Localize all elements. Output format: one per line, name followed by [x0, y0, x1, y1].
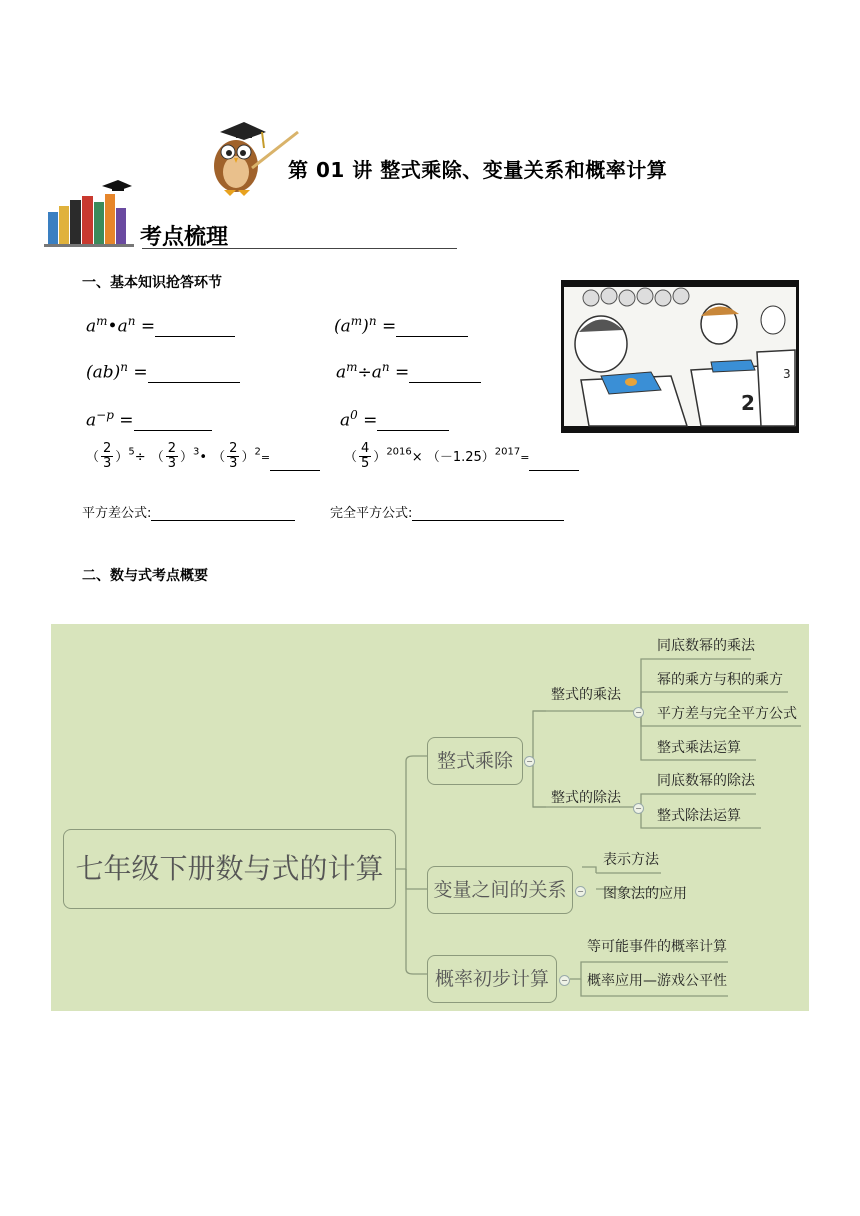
answer-blank[interactable]: [409, 364, 481, 383]
mindmap-node-probability: 概率初步计算: [427, 955, 557, 1003]
collapse-toggle-icon[interactable]: −: [524, 756, 535, 767]
mindmap-leaf: 幂的乘方与积的乘方: [657, 672, 783, 688]
formula-negative-exponent: $a^{-p}$ =: [86, 408, 212, 431]
mindmap-leaf: 等可能事件的概率计算: [587, 939, 727, 955]
mindmap-branch-division: 整式的除法: [551, 790, 621, 806]
svg-text:3: 3: [783, 367, 791, 381]
mindmap-leaf: 整式乘法运算: [657, 740, 741, 756]
svg-text:2: 2: [741, 391, 755, 415]
mindmap-leaf: 表示方法: [603, 852, 659, 868]
perfect-square-line: 完全平方公式:: [330, 502, 564, 521]
answer-blank[interactable]: [412, 505, 564, 521]
collapse-toggle-icon[interactable]: −: [575, 886, 586, 897]
answer-blank[interactable]: [134, 412, 212, 431]
books-icon: [44, 178, 134, 248]
formula-zero-exponent: $a^0$ =: [340, 408, 449, 431]
section-heading: 考点梳理: [140, 225, 229, 250]
mindmap-leaf: 整式除法运算: [657, 808, 741, 824]
mindmap-root: 七年级下册数与式的计算: [63, 829, 396, 909]
fraction-expression-2: （ $\frac{4}{5}$ ）$^{2016}\times (-1.25)^{2017}=$: [344, 442, 579, 471]
answer-blank[interactable]: [529, 456, 579, 471]
part1-heading: 一、基本知识抢答环节: [82, 275, 222, 291]
formula-product-powers: $a^m•a^n$ =: [86, 314, 235, 337]
mindmap-node-multiplication-division: 整式乘除: [427, 737, 523, 785]
mindmap-leaf: 同底数幂的乘法: [657, 638, 755, 654]
cartoon-illustration: [561, 280, 799, 433]
answer-blank[interactable]: [396, 318, 468, 337]
mindmap-leaf: 同底数幂的除法: [657, 773, 755, 789]
mindmap-leaf: 概率应用—游戏公平性: [587, 973, 727, 989]
collapse-toggle-icon[interactable]: −: [633, 707, 644, 718]
formula-quotient-powers: $a^m\div a^n$ =: [336, 360, 481, 383]
mindmap-leaf: 图象法的应用: [603, 886, 687, 902]
lesson-title: 第 01 讲 整式乘除、变量关系和概率计算: [288, 158, 668, 182]
formula-power-of-product: (ab)$^n$ =: [86, 360, 240, 383]
collapse-toggle-icon[interactable]: −: [633, 803, 644, 814]
collapse-toggle-icon[interactable]: −: [559, 975, 570, 986]
answer-blank[interactable]: [151, 505, 295, 521]
mindmap: [51, 624, 809, 1011]
formula-power-of-power: $(a^m)^n$ =: [334, 314, 468, 337]
fraction-expression-1: （ $\frac{2}{3}$ ）$^5$÷ （ $\frac{2}{3}$ ）$^3$• （ $\frac{2}{3}$ ）$^2$=: [86, 442, 320, 471]
answer-blank[interactable]: [377, 412, 449, 431]
mindmap-leaf: 平方差与完全平方公式: [657, 706, 797, 722]
mindmap-branch-multiplication: 整式的乘法: [551, 687, 621, 703]
mindmap-node-variable-relations: 变量之间的关系: [427, 866, 573, 914]
answer-blank[interactable]: [270, 456, 320, 471]
section-underline: [142, 248, 457, 249]
answer-blank[interactable]: [148, 364, 240, 383]
part2-heading: 二、数与式考点概要: [82, 568, 208, 584]
difference-of-squares-line: 平方差公式:: [82, 502, 295, 521]
answer-blank[interactable]: [155, 318, 235, 337]
owl-mascot-image: [200, 118, 300, 198]
